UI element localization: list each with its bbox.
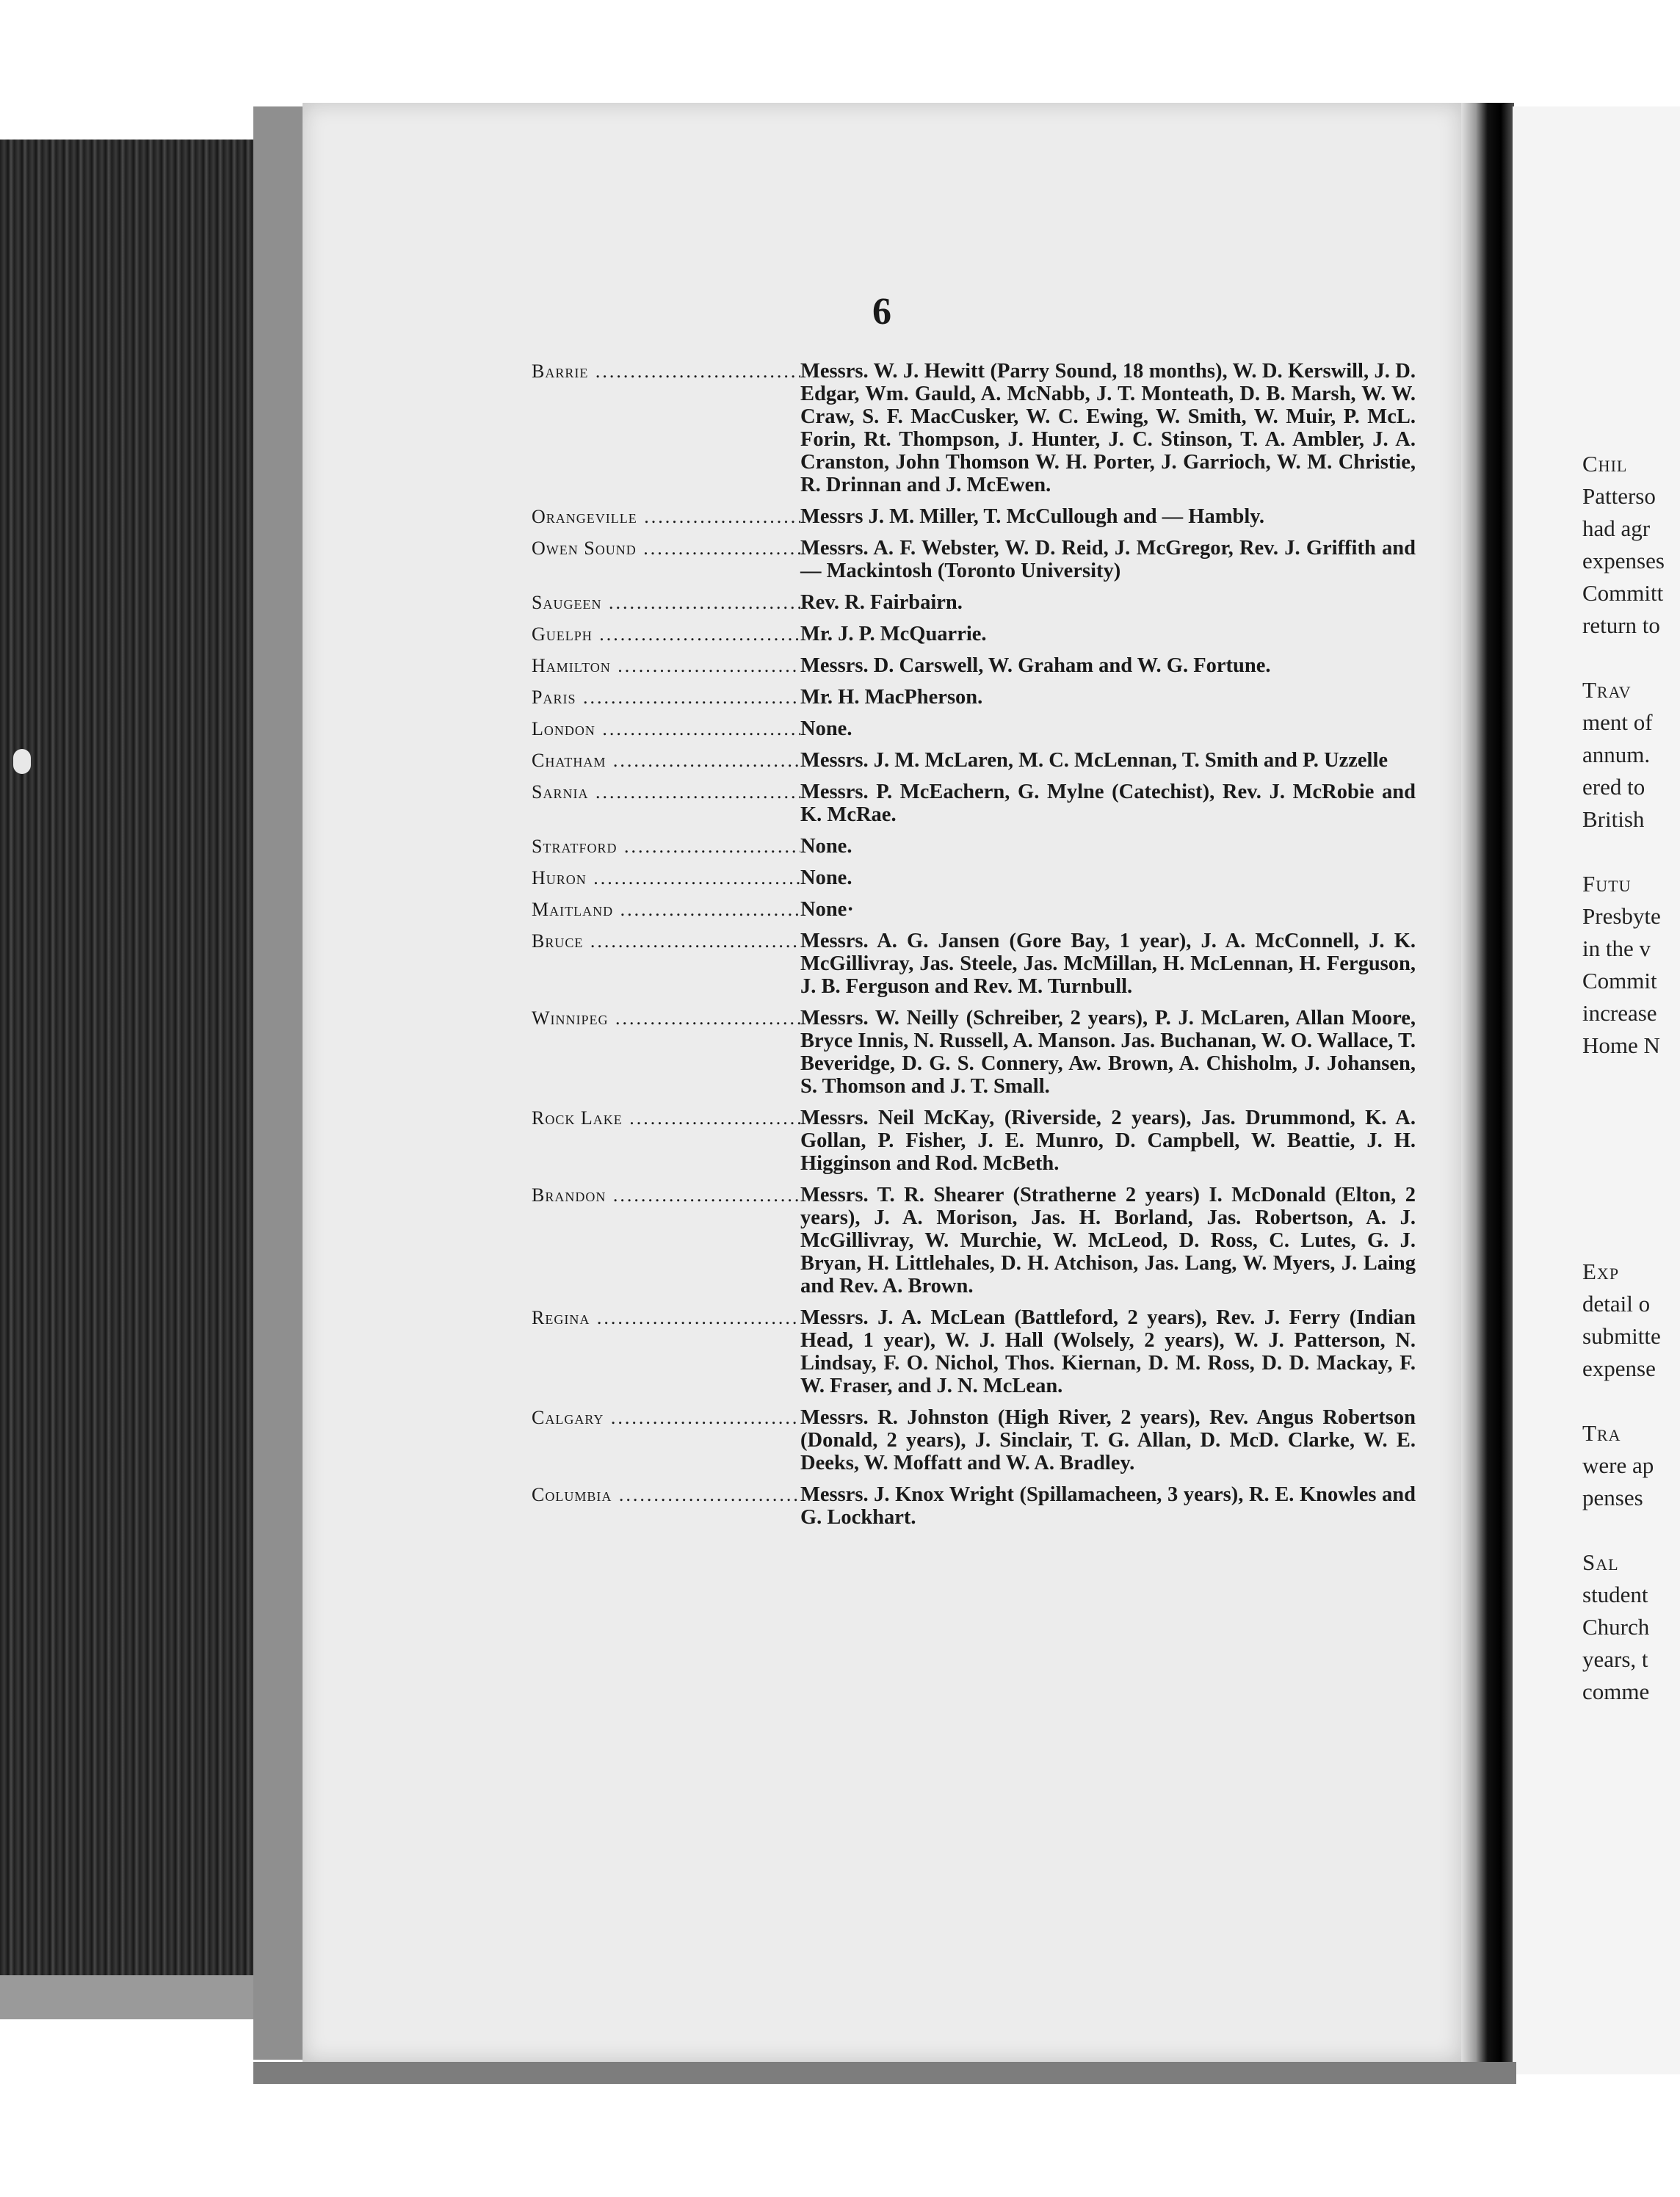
text-fragment: [1582, 1126, 1680, 1159]
text-fragment: comme: [1582, 1679, 1650, 1704]
presbytery-name: London .....: [532, 717, 800, 740]
text-fragment: [1582, 1159, 1680, 1191]
text-fragment: Trav: [1582, 677, 1632, 703]
text-fragment: [1582, 836, 1680, 868]
text-fragment: were ap: [1582, 1452, 1654, 1478]
text-fragment: [1582, 1514, 1680, 1546]
text-fragment: expenses: [1582, 548, 1665, 573]
student-names: Messrs. T. R. Shearer (Stratherne 2 years) I. McDonald (Elton, 2 years), J. A. Morison, Jas. H. Borland, Jas. Robertson, A. J. McGillivray, W. Murchie, W. McLeod, D. Ross, C. Lutes, G. J. Bryan, H. Littlehales, D. H. Atchison, Jas. Lang, W. Myers, J. Laing and Rev. A. Brown.: [800, 1184, 1416, 1297]
text-fragment: submitte: [1582, 1323, 1661, 1349]
presbytery-name: Stratford .....: [532, 835, 800, 858]
presbytery-name: Paris .....: [532, 686, 800, 709]
presbytery-name: Owen Sound .....: [532, 537, 800, 582]
presbytery-name: Orangeville .....: [532, 505, 800, 528]
text-fragment: Presbyte: [1582, 903, 1661, 929]
text-fragment: Patterso: [1582, 483, 1656, 509]
page-edge: [253, 106, 305, 2060]
student-names: Messrs. J. A. McLean (Battleford, 2 years), Rev. J. Ferry (Indian Head, 1 year), W. J. Hall (Wolsely, 2 years), W. J. Patterson, N. Lindsay, F. O. Nichol, Thos. Kiernan, D. M. Ross, D. D. Mackay, F. W. Fraser, and J. N. McLean.: [800, 1306, 1416, 1397]
text-fragment: penses: [1582, 1485, 1643, 1510]
text-fragment: [1582, 1223, 1680, 1256]
text-fragment: Exp: [1582, 1259, 1620, 1284]
student-names: None.: [800, 866, 852, 889]
student-names: Messrs. J. M. McLaren, M. C. McLennan, T. Smith and P. Uzzelle: [800, 749, 1388, 772]
presbytery-name: Hamilton .....: [532, 654, 800, 677]
student-names: Messrs. W. Neilly (Schreiber, 2 years), P. J. McLaren, Allan Moore, Bryce Innis, N. Russell, A. Manson. Jas. Buchanan, W. O. Wallace, T. Beveridge, D. G. S. Connery, Aw. Brown, A. Chisholm, J. Johansen, S. Thomson and J. T. Small.: [800, 1007, 1416, 1098]
text-fragment: ered to: [1582, 774, 1645, 800]
text-fragment: [1582, 1385, 1680, 1417]
student-names: Messrs. A. G. Jansen (Gore Bay, 1 year), J. A. McConnell, J. K. McGillivray, Jas. Steele, Jas. McMillan, H. McLennan, H. Ferguson, J. B. Ferguson and Rev. M. Turnbull.: [800, 930, 1416, 998]
presbytery-name: Saugeen .....: [532, 591, 800, 614]
book-gutter: [1461, 103, 1514, 2078]
presbytery-name: Bruce .....: [532, 930, 800, 998]
right-page-text: [1582, 448, 1680, 1708]
presbytery-name: Rock Lake .....: [532, 1107, 800, 1175]
presbytery-name: Calgary .....: [532, 1406, 800, 1474]
student-names: Mr. H. MacPherson.: [800, 686, 983, 709]
student-names: Messrs. W. J. Hewitt (Parry Sound, 18 months), W. D. Kerswill, J. D. Edgar, Wm. Gauld, A. McNabb, J. T. Monteath, D. B. Marsh, W. W. Craw, S. F. MacCusker, W. C. Ewing, W. Smith, W. Muir, P. McL. Forin, Rt. Thompson, J. Hunter, J. C. Stinson, T. A. Ambler, J. A. Cranston, John Thomson W. H. Porter, J. Garrioch, W. M. Christie, R. Drinnan and J. McEwen.: [800, 360, 1416, 496]
text-fragment: [1582, 642, 1680, 674]
left-page: [303, 103, 1461, 2062]
page-bottom-edge: [253, 2062, 1516, 2084]
student-names: Messrs. P. McEachern, G. Mylne (Catechist), Rev. J. McRobie and K. McRae.: [800, 781, 1416, 826]
text-fragment: increase: [1582, 1000, 1657, 1026]
text-fragment: [1582, 1191, 1680, 1223]
presbytery-name: Barrie .....: [532, 360, 800, 496]
text-fragment: annum.: [1582, 742, 1651, 767]
spine-hole: [13, 749, 31, 774]
page-number: 6: [872, 291, 891, 333]
text-fragment: Chil: [1582, 451, 1628, 477]
spine-edge: [0, 1975, 253, 2019]
text-fragment: years, t: [1582, 1646, 1648, 1672]
text-fragment: [1582, 1062, 1680, 1094]
presbytery-name: Regina .....: [532, 1306, 800, 1397]
text-fragment: expense: [1582, 1356, 1656, 1381]
text-fragment: Futu: [1582, 871, 1632, 897]
text-fragment: British: [1582, 806, 1645, 832]
text-fragment: Church: [1582, 1614, 1650, 1640]
presbytery-name: Sarnia .....: [532, 781, 800, 826]
student-names: Messrs. A. F. Webster, W. D. Reid, J. McGregor, Rev. J. Griffith and — Mackintosh (Toronto University): [800, 537, 1416, 582]
text-fragment: in the v: [1582, 935, 1651, 961]
text-fragment: return to: [1582, 612, 1660, 638]
student-names: None.: [800, 835, 852, 858]
presbytery-name: Brandon .....: [532, 1184, 800, 1297]
presbytery-name: Winnipeg .....: [532, 1007, 800, 1098]
student-names: Messrs. Neil McKay, (Riverside, 2 years), Jas. Drummond, K. A. Gollan, P. Fisher, J. E. Munro, D. Campbell, W. Beattie, J. H. Higginson and Rod. McBeth.: [800, 1107, 1416, 1175]
text-fragment: detail o: [1582, 1291, 1651, 1317]
presbytery-name: Columbia .....: [532, 1483, 800, 1529]
book-spine: [0, 140, 253, 2019]
student-names: Messrs J. M. Miller, T. McCullough and — Hambly.: [800, 505, 1265, 528]
text-fragment: Sal: [1582, 1549, 1619, 1575]
text-fragment: [1582, 1094, 1680, 1126]
presbytery-name: Guelph .....: [532, 623, 800, 645]
student-names: Messrs. D. Carswell, W. Graham and W. G. Fortune.: [800, 654, 1271, 677]
student-names: None.: [800, 717, 852, 740]
text-fragment: Tra: [1582, 1420, 1621, 1446]
presbytery-name: Huron .....: [532, 866, 800, 889]
student-names: Mr. J. P. McQuarrie.: [800, 623, 987, 645]
text-fragment: Committ: [1582, 580, 1664, 606]
text-fragment: Commit: [1582, 968, 1657, 993]
student-names: Rev. R. Fairbairn.: [800, 591, 963, 614]
student-names: Messrs. R. Johnston (High River, 2 years), Rev. Angus Robertson (Donald, 2 years), J. Sinclair, T. G. Allan, D. McD. Clarke, W. E. Deeks, W. Moffatt and W. A. Bradley.: [800, 1406, 1416, 1474]
presbytery-name: Maitland .....: [532, 898, 800, 921]
text-fragment: student: [1582, 1582, 1648, 1607]
presbytery-name: Chatham .....: [532, 749, 800, 772]
text-fragment: ment of: [1582, 709, 1653, 735]
student-names: Messrs. J. Knox Wright (Spillamacheen, 3 years), R. E. Knowles and G. Lockhart.: [800, 1483, 1416, 1529]
text-fragment: had agr: [1582, 515, 1651, 541]
text-fragment: Home N: [1582, 1032, 1660, 1058]
student-names: None·: [800, 898, 854, 921]
